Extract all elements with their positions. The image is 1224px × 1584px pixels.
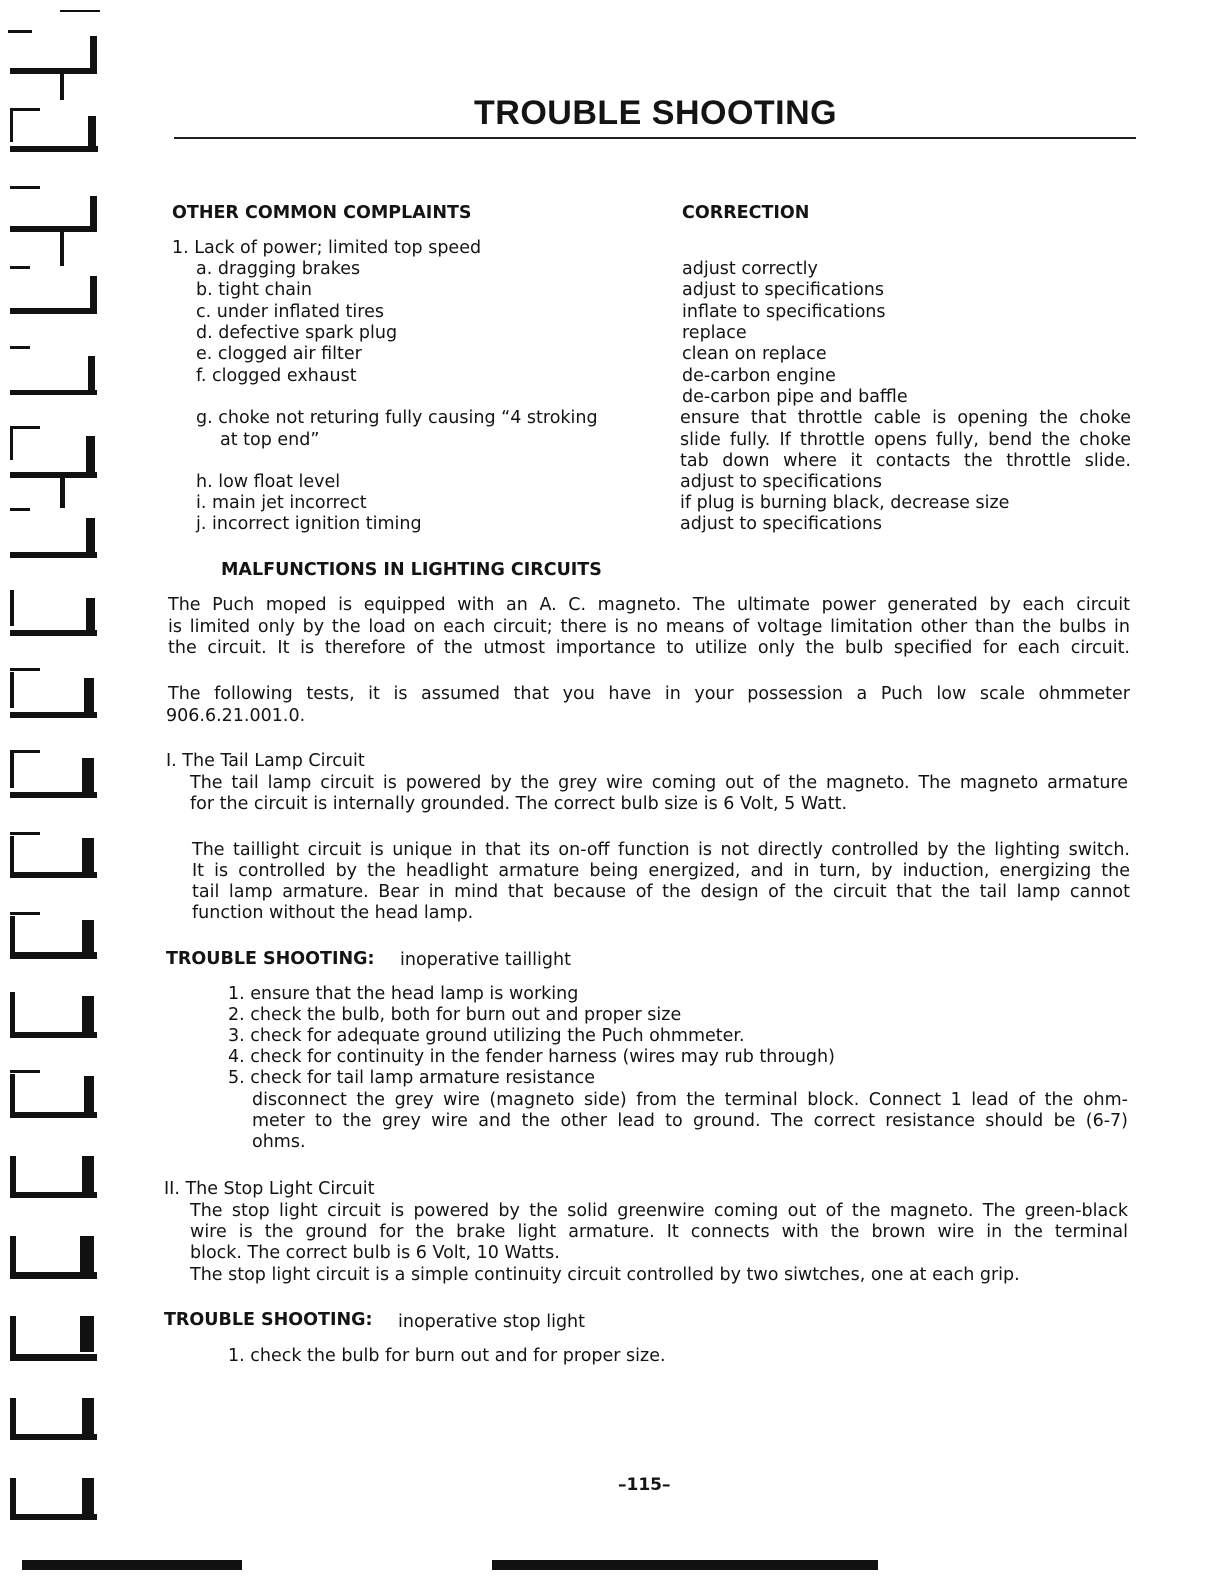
tail-para-line: The taillight circuit is unique in that its on-off function is not directly controlled by the lighting switch.	[192, 840, 1130, 860]
tail-step-detail: disconnect the grey wire (magneto side) from the terminal block. Connect 1 lead of the ohm-	[252, 1090, 1128, 1110]
complaint-row-left: f. clogged exhaust	[196, 366, 357, 386]
stop-ts-value: inoperative stop light	[398, 1312, 586, 1332]
correction-header: CORRECTION	[682, 203, 810, 223]
tail-para-line: It is controlled by the headlight armature being energized, and in turn, by induction, energizing the	[192, 861, 1130, 881]
complaint-row-right: adjust to specifications	[682, 280, 884, 300]
complaint-row-left: h. low float level	[196, 472, 341, 492]
tail-ts-label: TROUBLE SHOOTING:	[166, 949, 375, 969]
complaint-row-left: b. tight chain	[196, 280, 312, 300]
complaint-row-left: j. incorrect ignition timing	[196, 514, 422, 534]
binding-marks	[0, 0, 110, 1584]
complaint-item-1: 1. Lack of power; limited top speed	[172, 238, 482, 258]
bottom-scan-bar-left	[22, 1560, 242, 1570]
stop-light-heading: II. The Stop Light Circuit	[164, 1179, 375, 1199]
complaint-row-right: tab down where it contacts the throttle slide.	[680, 451, 1131, 471]
stop-para-line: block. The correct bulb is 6 Volt, 10 Watts.	[190, 1243, 560, 1263]
complaint-row-right: de-carbon pipe and baffle	[682, 387, 908, 407]
complaint-row-left: d. defective spark plug	[196, 323, 398, 343]
tail-step: 5. check for tail lamp armature resistance	[228, 1068, 596, 1088]
tail-step-detail: ohms.	[252, 1132, 306, 1152]
complaint-row-left: g. choke not returing fully causing “4 stroking	[196, 408, 598, 428]
tail-step-detail: meter to the grey wire and the other lead to ground. The correct resistance should be (6-7)	[252, 1111, 1128, 1131]
complaint-row-left: c. under inflated tires	[196, 302, 384, 322]
lighting-header: MALFUNCTIONS IN LIGHTING CIRCUITS	[221, 560, 602, 580]
intro-line: is limited only by the load on each circuit; there is no means of voltage limitation other than the bulbs in	[168, 617, 1130, 637]
tail-para-line: for the circuit is internally grounded. The correct bulb size is 6 Volt, 5 Watt.	[190, 794, 848, 814]
tail-step: 4. check for continuity in the fender harness (wires may rub through)	[228, 1047, 835, 1067]
intro-line: The Puch moped is equipped with an A. C. magneto. The ultimate power generated by each circuit	[168, 595, 1130, 615]
stop-para-line: The stop light circuit is a simple continuity circuit controlled by two siwtches, one at each grip.	[190, 1265, 1020, 1285]
tail-ts-value: inoperative taillight	[400, 950, 571, 970]
complaint-row-right: replace	[682, 323, 747, 343]
stop-ts-label: TROUBLE SHOOTING:	[164, 1310, 373, 1330]
complaint-row-right: adjust to specifications	[680, 472, 882, 492]
complaint-row-right: adjust correctly	[682, 259, 818, 279]
tail-step: 1. ensure that the head lamp is working	[228, 984, 579, 1004]
tail-lamp-heading: I. The Tail Lamp Circuit	[166, 751, 365, 771]
complaints-header: OTHER COMMON COMPLAINTS	[172, 203, 472, 223]
page-title: TROUBLE SHOOTING	[474, 94, 838, 132]
intro-line: the circuit. It is therefore of the utmost importance to utilize only the bulb specified for each circuit.	[168, 638, 1130, 658]
bottom-scan-bar-right	[492, 1560, 878, 1570]
complaint-row-right: adjust to specifications	[680, 514, 882, 534]
complaint-row-right: slide fully. If throttle opens fully, bend the choke	[680, 430, 1131, 450]
tail-para-line: tail lamp armature. Bear in mind that because of the design of the circuit that the tail lamp cannot	[192, 882, 1130, 902]
complaint-row-right: if plug is burning black, decrease size	[680, 493, 1010, 513]
tail-para-line: function without the head lamp.	[192, 903, 474, 923]
complaint-row-left: i. main jet incorrect	[196, 493, 367, 513]
tail-step: 2. check the bulb, both for burn out and proper size	[228, 1005, 682, 1025]
tail-step: 3. check for adequate ground utilizing the Puch ohmmeter.	[228, 1026, 745, 1046]
title-rule	[174, 137, 1136, 139]
complaint-row-left: at top end”	[220, 430, 320, 450]
complaint-row-right: de-carbon engine	[682, 366, 836, 386]
complaint-row-left: e. clogged air filter	[196, 344, 362, 364]
tests-line: 906.6.21.001.0.	[166, 706, 306, 726]
tail-para-line: The tail lamp circuit is powered by the grey wire coming out of the magneto. The magneto armature	[190, 773, 1128, 793]
tests-line: The following tests, it is assumed that you have in your possession a Puch low scale ohmmeter	[168, 684, 1130, 704]
stop-para-line: The stop light circuit is powered by the solid greenwire coming out of the magneto. The green-black	[190, 1201, 1128, 1221]
complaint-row-right: ensure that throttle cable is opening the choke	[680, 408, 1131, 428]
stop-step: 1. check the bulb for burn out and for proper size.	[228, 1346, 666, 1366]
complaint-row-right: clean on replace	[682, 344, 827, 364]
page-number: –115–	[618, 1475, 671, 1495]
complaint-row-left: a. dragging brakes	[196, 259, 361, 279]
complaint-row-right: inflate to specifications	[682, 302, 886, 322]
stop-para-line: wire is the ground for the brake light armature. It connects with the brown wire in the terminal	[190, 1222, 1128, 1242]
